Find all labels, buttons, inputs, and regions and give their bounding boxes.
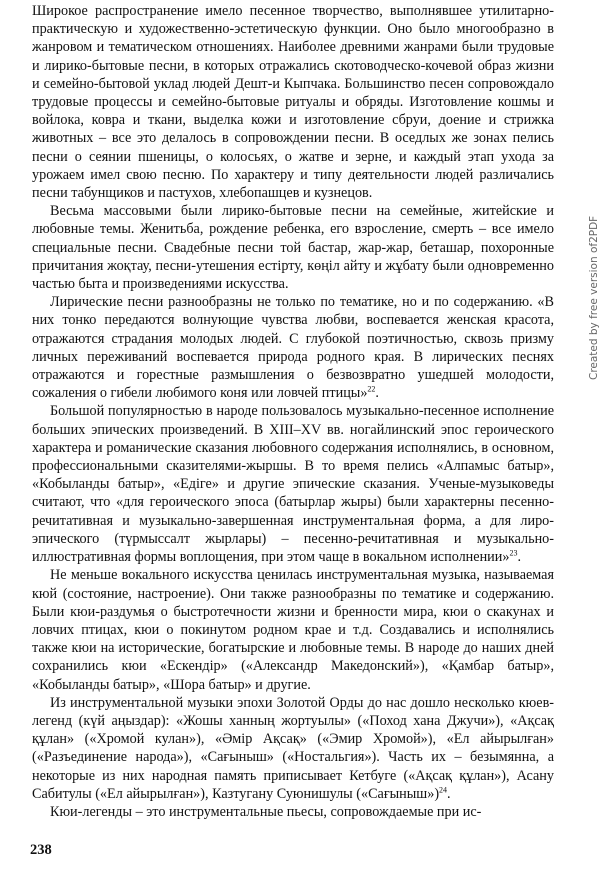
page-number: 238 — [30, 842, 52, 858]
paragraph-4: Большой популярностью в народе пользовалось музыкально-песенное исполнение больших эпических произведений. В XIII–XV вв. ногайлинский эпос героического характера и романические сказания любовного содержания исполнялись, в основном, профессиональными сказителями-жыршы. В то время пелись «Алпамыс батыр», «Кобыланды батыр», «Едіге» и другие эпические сказания. Ученые-музыковеды считают, что «для героического эпоса (батырлар жыры) были характерны песенно-речитативная и музыкально-завершенная инструментальная форма, а для лиро-эпического (түрмысcалт жырлары) – песенно-речитативная и музыкально-иллюстративная формы воплощения, при этом чаще в вокальном исполнении»$^{23}$. — [32, 403, 554, 566]
paragraph-3: Лирические песни разнообразны не только по тематике, но и по содержанию. «В них тонко передаются волнующие чувства любви, воспевается женская красота, отражаются страдания молодых людей. С глубокой поэтичностью, сквозь призму личных переживаний воспевается природа родного края. В лирических песнях отражаются и горестные размышления о безвозвратно ушедшей молодости, сожаления о гибели любимого коня или ловчей птицы»$^{22}$. — [32, 294, 554, 402]
footnote-ref: 23 — [509, 548, 518, 558]
footnote-ref: 22 — [367, 384, 376, 394]
page-text — [32, 2, 554, 821]
paragraph-6: Из инструментальной музыки эпохи Золотой Орды до нас дошло несколько кюев-легенд (күй аңыздар): «Жошы ханның жортуылы» («Поход хана Джучи»), «Ақсақ құлан» («Хромой кулан»), «Әмір Ақсақ» («Эмир Хромой»), «Ел айырылған» («Разъединение народа»), «Сағыныш» («Ностальгия»). Часть их – безымянна, а некоторые из них народная память приписывает Кетбуге («Ақсақ құлан»), Асану Сабитулы («Ел айырылған»), Казтугану Суюнишулы («Сағыныш»)$^{24}$. — [32, 694, 554, 802]
paragraph-7: Кюи-легенды – это инструментальные пьесы, сопровождаемые при ис- — [50, 803, 482, 820]
paragraph-5: Не меньше вокального искусства ценилась инструментальная музыка, называемая кюй (состояние, настроение). Они также разнообразны по тематике и содержанию. Были кюи-раздумья о быстротечности жизни и бренности мира, кюи о скакунах и ловчих птицах, кюи о покинутом родном крае и т.д. Создавались и исполнялись также кюи на исторические, богатырские и любовные темы. В народе до наших дней сохранились кюи «Ескендір» («Александр Македонский»), «Қамбар батыр», «Кобыланды батыр», «Шора батыр» и другие. — [32, 567, 554, 693]
paragraph-2: Весьма массовыми были лирико-бытовые песни на семейные, житейские и любовные темы. Женитьба, рождение ребенка, его взросление, смерть – все имело специальные песни. Свадебные песни той бастар, жар-жар, беташар, похоронные причитания жоқтау, песни-утешения естірту, көңіл айту и жұбату были одновременно частью быта и произведениями искусства. — [32, 203, 554, 293]
paragraph-1: Широкое распространение имело песенное творчество, выполнявшее утилитарно-практическую и художественно-эстетическую функции. Оно было многообразно в жанровом и тематическом отношениях. Наиболее древними жанрами были трудовые и лирико-бытовые песни, в которых отражались скотоводческо-кочевой образ жизни и семейно-бытовой уклад людей Дешт-и Кыпчака. Большинство песен сопровождало трудовые процессы и семейно-бытовые ритуалы и обряды. Изготовление кошмы и войлока, ковра и ткани, выделка кожи и изготовление сбруи, доение и стрижка животных – все это делалось в сопровождении песни. В оседлых же зонах пелись песни о сеянии пшеницы, о колосьях, о жатве и зерне, и каждый этап ухода за урожаем имел свою песню. По характеру и типу деятельности людей различались песни табунщиков и пастухов, хлебопашцев и кузнецов. — [32, 3, 554, 202]
watermark: Created by free version of2PDF — [588, 215, 600, 380]
footnote-ref: 24 — [439, 785, 448, 794]
